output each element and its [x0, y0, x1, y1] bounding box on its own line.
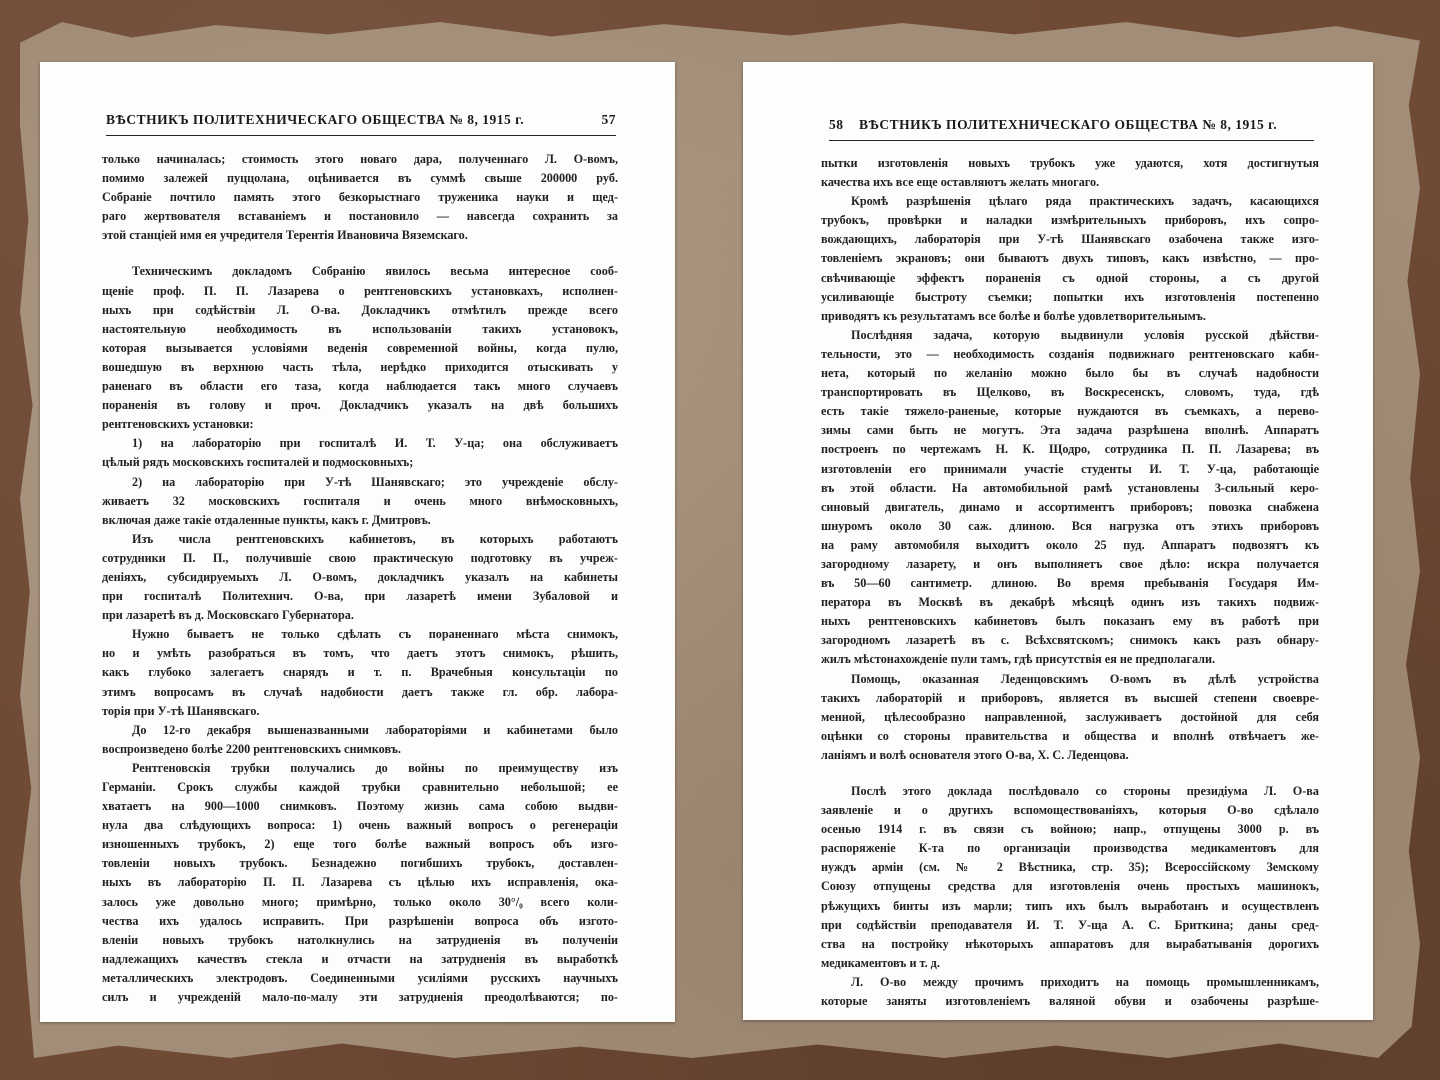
text-line: синовый двигатель, динамо и ассортиментъ приборовъ; повозка снабжена — [821, 499, 1319, 514]
text-line: шнуромъ около 30 саж. длиною. Вся нагрузка отъ этихъ приборовъ — [821, 518, 1319, 533]
text-line: такихъ лабораторій и приборовъ, является въ высшей степени своевре- — [821, 690, 1319, 705]
text-line: построенъ по чертежамъ Н. К. Щодро, сотрудника П. П. Лазарева; въ — [821, 442, 1319, 457]
text-line: этимъ вопросамъ въ случаѣ надобности даетъ также гл. обр. лабора- — [102, 684, 618, 699]
text-line: надлежащихъ качествъ стекла и отчасти на затрудненія въ выработкѣ — [102, 951, 618, 966]
text-line: помимо залежей пуццолана, оцѣнивается въ суммѣ свыше 200000 руб. — [102, 171, 618, 186]
right-header-title: ВѢСТНИКЪ ПОЛИТЕХНИЧЕСКАГО ОБЩЕСТВА № 8, 1915 г. — [859, 117, 1278, 132]
text-line: живаетъ 32 московскихъ госпиталя и очень много внѣмосковныхъ, — [102, 493, 618, 508]
text-line: хватаетъ на 900—1000 снимковъ. Поэтому жизнь сама собою выдви- — [102, 799, 618, 814]
text-line: Изъ числа рентгеновскихъ кабинетовъ, въ которыхъ работаютъ — [132, 531, 618, 546]
text-line: на раму автомобиля выходитъ около 25 пуд. Аппаратъ подвозятъ къ — [821, 537, 1319, 552]
left-page — [40, 62, 675, 1022]
left-header-title: ВѢСТНИКЪ ПОЛИТЕХНИЧЕСКАГО ОБЩЕСТВА № 8, 1915 г. — [106, 112, 525, 127]
text-line: вленіи новыхъ трубокъ натолкнулись на затрудненія въ полученіи — [102, 932, 618, 947]
text-line: приводятъ къ результатамъ все болѣе и болѣе удовлетворительнымъ. — [821, 308, 1206, 323]
text-line: какъ глубоко залегаетъ снарядъ и т. п. Врачебныя консультаціи по — [102, 665, 618, 680]
text-line: Послѣдняя задача, которую выдвинули условія русской дѣйстви- — [851, 327, 1319, 342]
text-line: только начиналась; стоимость этого новаго дара, полученнаго Л. О-вомъ, — [102, 152, 618, 166]
text-line: которая вызывается условіями веденія современной войны, когда пулю, — [102, 340, 618, 355]
text-line: нула два слѣдующихъ вопроса: 1) очень важный вопросъ о регенераціи — [102, 818, 618, 833]
text-line: щеніе проф. П. П. Лазарева о рентгеновскихъ установкахъ, исполнен- — [102, 283, 618, 298]
text-line: въ этой области. На автомобильной рамѣ установлены 3-сильный керо- — [821, 480, 1319, 495]
text-line: нуждъ арміи (см. № 2 Вѣстника, стр. 35); Всероссійскому Земскому — [821, 860, 1319, 875]
text-line: Рентгеновскія трубки получались до войны по преимуществу изъ — [132, 760, 618, 775]
text-line: Л. О-во между прочимъ приходитъ на помощь промышленникамъ, — [851, 974, 1319, 989]
text-line: 2) на лабораторію при У-тѣ Шанявскаго; это учрежденіе обслу- — [132, 474, 618, 489]
text-line: пораненія въ голову и проч. Докладчикъ указалъ на двѣ большихъ — [102, 398, 618, 413]
text-line: воспроизведено болѣе 2200 рентгеновскихъ снимковъ. — [102, 741, 401, 756]
text-line: чества ихъ удалось исправить. При разрѣшеніи вопроса объ изгото- — [102, 913, 618, 928]
left-page-text — [102, 150, 618, 1007]
text-line: менной, цѣлесообразно направленной, заслуживаетъ достойной для себя — [821, 709, 1319, 724]
text-line: залось уже довольно много; примѣрно, только около 30°/₀ всего коли- — [102, 894, 618, 909]
text-line: которые заняты изготовленіемъ валяной обуви и озабочены разрѣше- — [821, 994, 1319, 1009]
text-line: загородномъ лазаретѣ въ с. Всѣхсвятскомъ; снимокъ какъ разъ обнару- — [821, 633, 1319, 648]
text-line: ланіямъ и волѣ основателя этого О-ва, Х. С. Леденцова. — [821, 747, 1129, 762]
text-line: деніяхъ, субсидируемыхъ Л. О-вомъ, докладчикъ указалъ на кабинеты — [102, 569, 618, 584]
text-line: Послѣ этого доклада послѣдовало со стороны президіума Л. О-ва — [851, 784, 1319, 798]
text-line: До 12-го декабря вышеназванными лабораторіями и кабинетами было — [132, 722, 618, 737]
text-line: включая даже такіе отдаленные пункты, какъ г. Дмитровъ. — [102, 512, 431, 527]
text-line: металлическихъ электродовъ. Соединенными усиліями русскихъ научныхъ — [102, 970, 618, 985]
paragraph-gap — [102, 245, 618, 262]
text-line: медикаментовъ и т. д. — [821, 955, 940, 970]
right-page — [743, 62, 1373, 1020]
text-line: раненаго въ области его таза, когда наблюдается такъ много случаевъ — [102, 379, 618, 394]
text-line: осенью 1914 г. въ связи съ войною; напр., отпущены 3000 р. въ — [821, 822, 1319, 837]
text-line: заявленіе и о другихъ вспомоществованіяхъ, которыя О-во сдѣлало — [821, 803, 1319, 818]
right-page-text — [821, 154, 1319, 1011]
text-line: при лазаретѣ въ д. Московскаго Губернатора. — [102, 608, 354, 623]
text-line: торія при У-тѣ Шанявскаго. — [102, 703, 260, 718]
text-line: Нужно бываетъ не только сдѣлать съ пораненнаго мѣста снимокъ, — [132, 627, 618, 642]
text-line: свѣчивающіе эффектъ пораненія съ одной стороны, а съ другой — [821, 270, 1319, 285]
text-line: качества ихъ все еще оставляютъ желать многаго. — [821, 175, 1100, 190]
text-line: тельности, это — необходимость созданія подвижнаго рентгеновскаго каби- — [821, 346, 1319, 361]
text-line: изношенныхъ трубокъ, 2) еще того болѣе важный вопросъ объ изго- — [102, 837, 618, 852]
text-line: оцѣнки со стороны правительства и общества и вполнѣ отвѣчаетъ же- — [821, 728, 1319, 743]
text-line: Собраніе почтило память этого безкорыстнаго труженика науки и щед- — [102, 190, 618, 205]
text-line: трубокъ, провѣрки и наладки измѣрительныхъ приборовъ, ихъ сопро- — [821, 213, 1319, 228]
text-line: рѣжущихъ бинты изъ марли; типъ ихъ былъ выработанъ и осуществленъ — [821, 898, 1319, 913]
text-line: при содѣйствіи преподавателя И. Т. У-ща А. С. Бриткина; даны сред- — [821, 917, 1319, 932]
text-line: при госпиталѣ Политехнич. О-ва, при лазаретѣ имени Зубаловой и — [102, 589, 618, 604]
text-line: раго жертвователя вставаніемъ и постановило — навсегда сохранить за — [102, 209, 618, 224]
text-line: вождающихъ, лабораторія при У-тѣ Шанявскаго озабочена также изго- — [821, 232, 1319, 247]
text-line: настоятельную необходимость въ использованіи такихъ установокъ, — [102, 321, 618, 336]
text-line: Кромѣ разрѣшенія цѣлаго ряда практическихъ задачъ, касающихся — [851, 194, 1319, 209]
text-line: жилъ мѣстонахожденіе пули тамъ, гдѣ присутствія ея не предполагали. — [821, 652, 1216, 667]
text-line: Помощь, оказанная Леденцовскимъ О-вомъ въ дѣлѣ устройства — [851, 671, 1319, 686]
text-line: въ 50—60 сантиметр. длиною. Во время пребыванія Государя Им- — [821, 576, 1319, 591]
text-line: транспортировать въ Щелково, въ Воскресенскъ, словомъ, туда, гдѣ — [821, 385, 1319, 400]
text-line: этой станціей имя ея учредителя Терентія Ивановича Вяземскаго. — [102, 228, 468, 243]
text-line: ныхъ при содѣйствіи Л. О-ва. Докладчикъ отмѣтилъ прежде всего — [102, 302, 618, 317]
text-line: пытки изготовленія новыхъ трубокъ уже удаются, хотя достигнутыя — [821, 156, 1319, 170]
left-page-number: 57 — [601, 112, 616, 127]
right-header-rule — [829, 140, 1314, 141]
text-line: нета, который по желанію можно было бы въ случаѣ надобности — [821, 366, 1319, 381]
text-line: сотрудники П. П., получившіе свою практическую подготовку въ учреж- — [102, 550, 618, 565]
text-line: ныхъ рентгеновскихъ кабинетовъ былъ показанъ ему въ работѣ при — [821, 614, 1319, 629]
text-line: ныхъ въ лабораторію П. П. Лазарева съ цѣлью ихъ исправленія, ока- — [102, 875, 618, 890]
text-line: усиливающіе быстроту съемки; попытки ихъ изготовленія постепенно — [821, 289, 1319, 304]
text-line: есть такіе тяжело-раненые, которые нуждаются въ съемкахъ, а перево- — [821, 404, 1319, 419]
paragraph-gap — [821, 765, 1319, 782]
text-line: товленіи новыхъ трубокъ. Безнадежно погибшихъ трубокъ, доставлен- — [102, 856, 618, 871]
left-header-rule — [106, 135, 616, 136]
text-line: товленіемъ экрановъ; они бываютъ двухъ типовъ, какъ извѣстно, — про- — [821, 251, 1319, 266]
text-line: ператора въ Москвѣ въ декабрѣ мѣсяцѣ одинъ изъ такихъ подвиж- — [821, 595, 1319, 610]
text-line: 1) на лабораторію при госпиталѣ И. Т. У-ца; она обслуживаетъ — [132, 436, 618, 451]
text-line: Техническимъ докладомъ Собранію явилось весьма интересное сооб- — [132, 264, 618, 279]
text-line: цѣлый рядъ московскихъ госпиталей и подмосковныхъ; — [102, 455, 414, 470]
text-line: Германіи. Срокъ службы каждой трубки сравнительно небольшой; ее — [102, 780, 618, 794]
text-line: Союзу отпущены средства для изготовленія очень простыхъ машинокъ, — [821, 879, 1319, 894]
text-line: вошедшую въ верхнюю часть тѣла, нерѣдко приходится отыскивать у — [102, 359, 618, 374]
text-line: рентгеновскихъ установки: — [102, 417, 254, 432]
text-line: зимы сами быть не могутъ. Эта задача разрѣшена вполнѣ. Аппаратъ — [821, 423, 1319, 438]
text-line: ства на постройку нѣкоторыхъ аппаратовъ для вырабатыванія дорогихъ — [821, 936, 1319, 951]
text-line: но и умѣть разобраться въ томъ, что даетъ этотъ снимокъ, рѣшить, — [102, 646, 618, 661]
text-line: изготовленіи его принимали участіе студенты И. Т. У-ца, работающіе — [821, 461, 1319, 476]
text-line: распоряженіе К-та по организаціи производства медикаментовъ для — [821, 841, 1319, 856]
text-line: силъ и учрежденій мало-по-малу эти затрудненія преодолѣваются; по- — [102, 990, 618, 1005]
right-page-number: 58 — [829, 117, 844, 132]
text-line: загородному лазарету, и онъ выполняетъ свое дѣло: искра получается — [821, 556, 1319, 571]
